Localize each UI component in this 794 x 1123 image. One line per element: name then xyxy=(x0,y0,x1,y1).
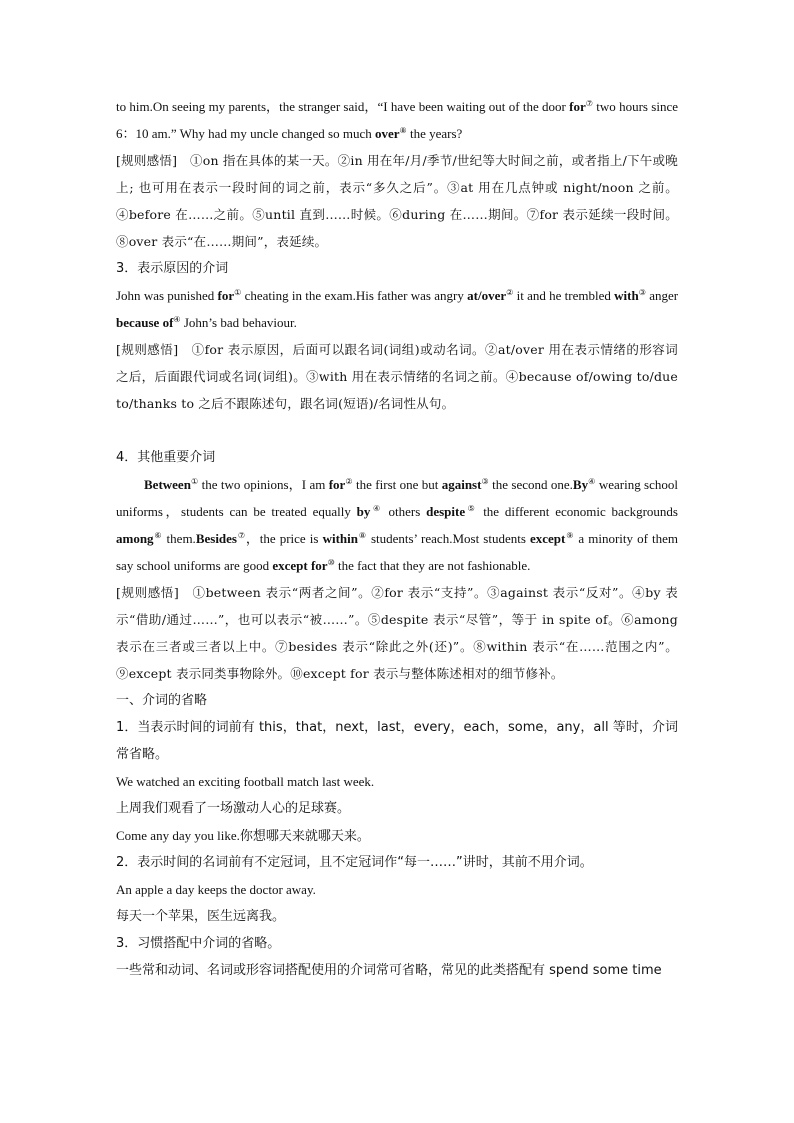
text-run: the first one but xyxy=(352,477,442,492)
rule-3-text xyxy=(116,957,678,984)
bold-term: by xyxy=(356,504,371,519)
text-run: to him.On seeing my parents，the stranger said，“I have been waiting out of the door xyxy=(116,99,570,114)
text-run: 3．习惯搭配中介词的省略。 xyxy=(116,936,281,951)
footnote-marker: ⑧ xyxy=(357,531,367,540)
footnote-marker: ① xyxy=(234,288,242,297)
text-run: students’ reach.Most students xyxy=(366,531,530,546)
bold-term: among xyxy=(116,531,154,546)
footnote-marker: ⑤ xyxy=(465,504,478,513)
footnote-marker: ④ xyxy=(588,477,596,486)
document-page xyxy=(116,93,678,984)
text-run: 一些常和动词、名词或形容词搭配使用的介词常可省略，常见的此类搭配有 spend some time xyxy=(116,963,662,978)
footnote-marker: ③ xyxy=(481,477,489,486)
bold-term: Besides xyxy=(195,531,237,546)
footnote-marker: ⑦ xyxy=(236,531,246,540)
bold-term: By xyxy=(572,477,589,492)
text-run: wearing school uniforms，students can be treated equally xyxy=(116,477,678,519)
text-run: the two opinions，I am xyxy=(198,477,329,492)
bold-term: against xyxy=(441,477,482,492)
text-run: the different economic backgrounds xyxy=(477,504,678,519)
example-2 xyxy=(116,282,678,336)
text-run: 每天一个苹果，医生远离我。 xyxy=(116,909,286,924)
example-5 xyxy=(116,822,678,849)
text-run: 2．表示时间的名词前有不定冠词，且不定冠词作“每一……”讲时，其前不用介词。 xyxy=(116,855,593,870)
footnote-marker: ② xyxy=(506,288,514,297)
bold-term: for xyxy=(328,477,346,492)
text-run: a minority of them say school uniforms are good xyxy=(116,531,679,573)
text-run: [规则感悟] ①for 表示原因，后面可以跟名词(词组)或动名词。②at/over 用在表示情绪的形容词之后，后面跟代词或名词(词组)。③with 用在表示情绪的名词之前。④because of/owing to/due to/thanks to 之后不跟陈述句，跟名词(短语)/名词性从句。 xyxy=(116,342,678,411)
footnote-marker: ④ xyxy=(173,315,181,324)
translation-6 xyxy=(116,903,678,930)
text-run: [规则感悟] ①on 指在具体的某一天。②in 用在年/月/季节/世纪等大时间之前，或者指上/下午或晚上; 也可用在表示一段时间的词之前，表示“多久之后”。③at 用在几点钟或 night/noon 之前。④before 在……之前。⑤until 直到……时候。⑥during 在……期间。⑦for 表示延续一段时间。⑧over 表示“在……期间”，表延续。 xyxy=(116,153,678,249)
bold-term: over xyxy=(374,126,400,141)
bold-term: within xyxy=(322,531,358,546)
rule-note-3 xyxy=(116,579,678,687)
text-run: An apple a day keeps the doctor away. xyxy=(116,882,316,897)
text-run: it and he trembled xyxy=(513,288,615,303)
bold-term: because of xyxy=(116,315,174,330)
example-6 xyxy=(116,876,678,903)
rule-2 xyxy=(116,849,678,876)
bold-term: except xyxy=(530,531,566,546)
bold-term: with xyxy=(614,288,639,303)
text-run: John was punished xyxy=(116,288,218,303)
text-run: 1．当表示时间的词前有 this，that，next，last，every，each，some，any，all 等时，介词常省略。 xyxy=(116,720,678,762)
bold-term: for xyxy=(569,99,586,114)
footnote-marker: ⑥ xyxy=(153,531,163,540)
example-1 xyxy=(116,93,678,147)
rule-note-1 xyxy=(116,147,678,255)
heading-4 xyxy=(116,444,678,471)
rule-note-2 xyxy=(116,336,678,417)
text-run: anger xyxy=(645,288,679,303)
rule-1 xyxy=(116,714,678,768)
text-run: the second one. xyxy=(488,477,573,492)
heading-3 xyxy=(116,255,678,282)
footnote-marker: ⑦ xyxy=(585,99,594,108)
footnote-marker: ④ xyxy=(370,504,383,513)
translation-4 xyxy=(116,795,678,822)
text-run: 一、介词的省略 xyxy=(116,693,208,708)
text-run: them. xyxy=(162,531,196,546)
footnote-marker: ② xyxy=(345,477,353,486)
text-run: cheating in the exam.His father was angry xyxy=(241,288,468,303)
footnote-marker: ① xyxy=(190,477,199,486)
section-heading xyxy=(116,687,678,714)
text-run: the fact that they are not fashionable. xyxy=(334,558,531,573)
rule-3 xyxy=(116,930,678,957)
example-3 xyxy=(116,471,678,579)
text-run: others xyxy=(382,504,427,519)
footnote-marker: ⑩ xyxy=(327,558,335,567)
bold-term: at/over xyxy=(467,288,507,303)
text-run: two hours since 6：10 am.” Why had my uncle changed so much xyxy=(116,99,678,141)
bold-term: except for xyxy=(272,558,328,573)
text-run: ，the price is xyxy=(245,531,323,546)
text-run: John’s bad behaviour. xyxy=(180,315,297,330)
text-run: [规则感悟] ①between 表示“两者之间”。②for 表示“支持”。③against 表示“反对”。④by 表示“借助/通过……”，也可以表示“被……”。⑤despite 表示“尽管”，等于 in spite of。⑥among 表示在三者或三者以上中。⑦besides 表示“除此之外(还)”。⑧within 表示“在……范围之内”。⑨except 表示同类事物除外。⑩except for 表示与整体陈述相对的细节修补。 xyxy=(116,585,678,681)
example-4 xyxy=(116,768,678,795)
text-run: 上周我们观看了一场激动人心的足球赛。 xyxy=(116,801,351,816)
footnote-marker: ⑧ xyxy=(399,126,407,135)
bold-term: Between xyxy=(144,477,191,492)
text-run: 3．表示原因的介词 xyxy=(116,261,229,276)
text-run: 4．其他重要介词 xyxy=(116,450,216,465)
footnote-marker: ③ xyxy=(638,288,646,297)
bold-term: despite xyxy=(426,504,466,519)
text-run: the years? xyxy=(406,126,463,141)
blank xyxy=(116,417,678,444)
footnote-marker: ⑨ xyxy=(565,531,575,540)
text-run: Come any day you like.你想哪天来就哪天来。 xyxy=(116,828,370,843)
bold-term: for xyxy=(217,288,235,303)
text-run: We watched an exciting football match last week. xyxy=(116,774,375,789)
